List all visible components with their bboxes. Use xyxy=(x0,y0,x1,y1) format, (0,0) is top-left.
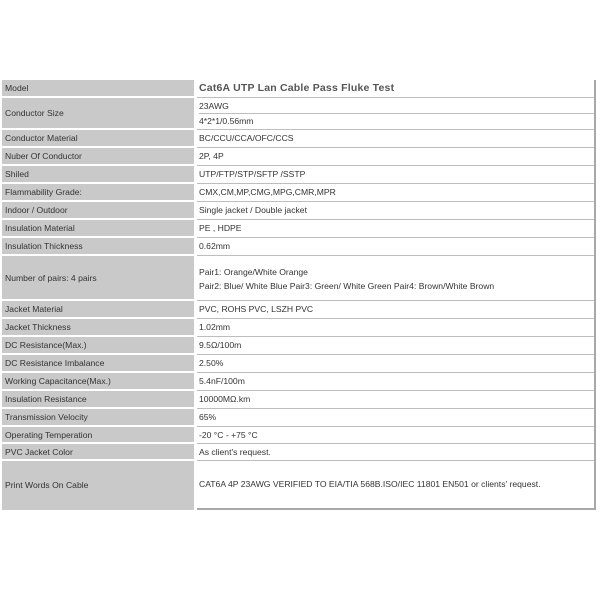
spec-label: Print Words On Cable xyxy=(2,460,194,509)
spec-label: Jacket Thickness xyxy=(2,318,194,336)
spec-value: 9.5Ω/100m xyxy=(197,336,595,354)
spec-row-dc-resistance-imbalance xyxy=(2,354,595,372)
spec-value: 10000MΩ.km xyxy=(197,390,595,408)
spec-value: CAT6A 4P 23AWG VERIFIED TO EIA/TIA 568B.ISO/IEC 11801 EN501 or clients' request. xyxy=(197,460,595,509)
spec-row-insulation-material xyxy=(2,219,595,237)
spec-value: Single jacket / Double jacket xyxy=(197,201,595,219)
spec-row-operating-temperature xyxy=(2,426,595,443)
spec-label: Shiled xyxy=(2,165,194,183)
spec-label: Transmission Velocity xyxy=(2,408,194,426)
spec-row-transmission-velocity xyxy=(2,408,595,426)
spec-value: 2P, 4P xyxy=(197,147,595,165)
spec-value xyxy=(197,97,595,129)
spec-label: Model xyxy=(2,80,194,97)
spec-row-jacket-thickness xyxy=(2,318,595,336)
spec-row-shield xyxy=(2,165,595,183)
spec-value xyxy=(197,255,595,300)
spec-value-line: 4*2*1/0.56mm xyxy=(199,113,594,128)
spec-row-indoor-outdoor xyxy=(2,201,595,219)
spec-value: Cat6A UTP Lan Cable Pass Fluke Test xyxy=(197,80,595,97)
spec-row-pairs xyxy=(2,255,595,300)
spec-label: Operating Temperation xyxy=(2,426,194,443)
spec-label: Conductor Size xyxy=(2,97,194,129)
spec-table xyxy=(2,80,596,510)
spec-value: UTP/FTP/STP/SFTP /SSTP xyxy=(197,165,595,183)
spec-value: -20 °C - +75 °C xyxy=(197,426,595,443)
spec-row-conductor-material xyxy=(2,129,595,147)
spec-label: Insulation Thickness xyxy=(2,237,194,255)
spec-label: DC Resistance Imbalance xyxy=(2,354,194,372)
spec-value: PVC, ROHS PVC, LSZH PVC xyxy=(197,300,595,318)
spec-value-line: 23AWG xyxy=(199,100,229,111)
spec-value: PE , HDPE xyxy=(197,219,595,237)
spec-row-jacket-material xyxy=(2,300,595,318)
spec-row-jacket-color xyxy=(2,443,595,460)
spec-row-dc-resistance xyxy=(2,336,595,354)
spec-value-line: Pair2: Blue/ White Blue Pair3: Green/ White Green Pair4: Brown/White Brown xyxy=(199,280,495,291)
spec-value-line: Pair1: Orange/White Orange xyxy=(199,266,308,277)
spec-label: Insulation Resistance xyxy=(2,390,194,408)
spec-value: 65% xyxy=(197,408,595,426)
spec-row-flammability xyxy=(2,183,595,201)
spec-row-working-capacitance xyxy=(2,372,595,390)
spec-value: As client's request. xyxy=(197,443,595,460)
spec-label: Insulation Material xyxy=(2,219,194,237)
spec-label: Jacket Material xyxy=(2,300,194,318)
spec-row-print-words xyxy=(2,460,595,509)
spec-value: 2.50% xyxy=(197,354,595,372)
spec-value: 5.4nF/100m xyxy=(197,372,595,390)
spec-row-model xyxy=(2,80,595,97)
spec-value: 0.62mm xyxy=(197,237,595,255)
spec-value: BC/CCU/CCA/OFC/CCS xyxy=(197,129,595,147)
spec-row-insulation-resistance xyxy=(2,390,595,408)
spec-label: DC Resistance(Max.) xyxy=(2,336,194,354)
spec-row-conductor-size xyxy=(2,97,595,129)
spec-label: Conductor Material xyxy=(2,129,194,147)
spec-label: Indoor / Outdoor xyxy=(2,201,194,219)
spec-row-insulation-thickness xyxy=(2,237,595,255)
spec-row-number-of-conductor xyxy=(2,147,595,165)
spec-label: PVC Jacket Color xyxy=(2,443,194,460)
spec-value: CMX,CM,MP,CMG,MPG,CMR,MPR xyxy=(197,183,595,201)
spec-label: Nuber Of Conductor xyxy=(2,147,194,165)
spec-label: Flammability Grade: xyxy=(2,183,194,201)
spec-value: 1.02mm xyxy=(197,318,595,336)
spec-label: Working Capacitance(Max.) xyxy=(2,372,194,390)
spec-label: Number of pairs: 4 pairs xyxy=(2,255,194,300)
